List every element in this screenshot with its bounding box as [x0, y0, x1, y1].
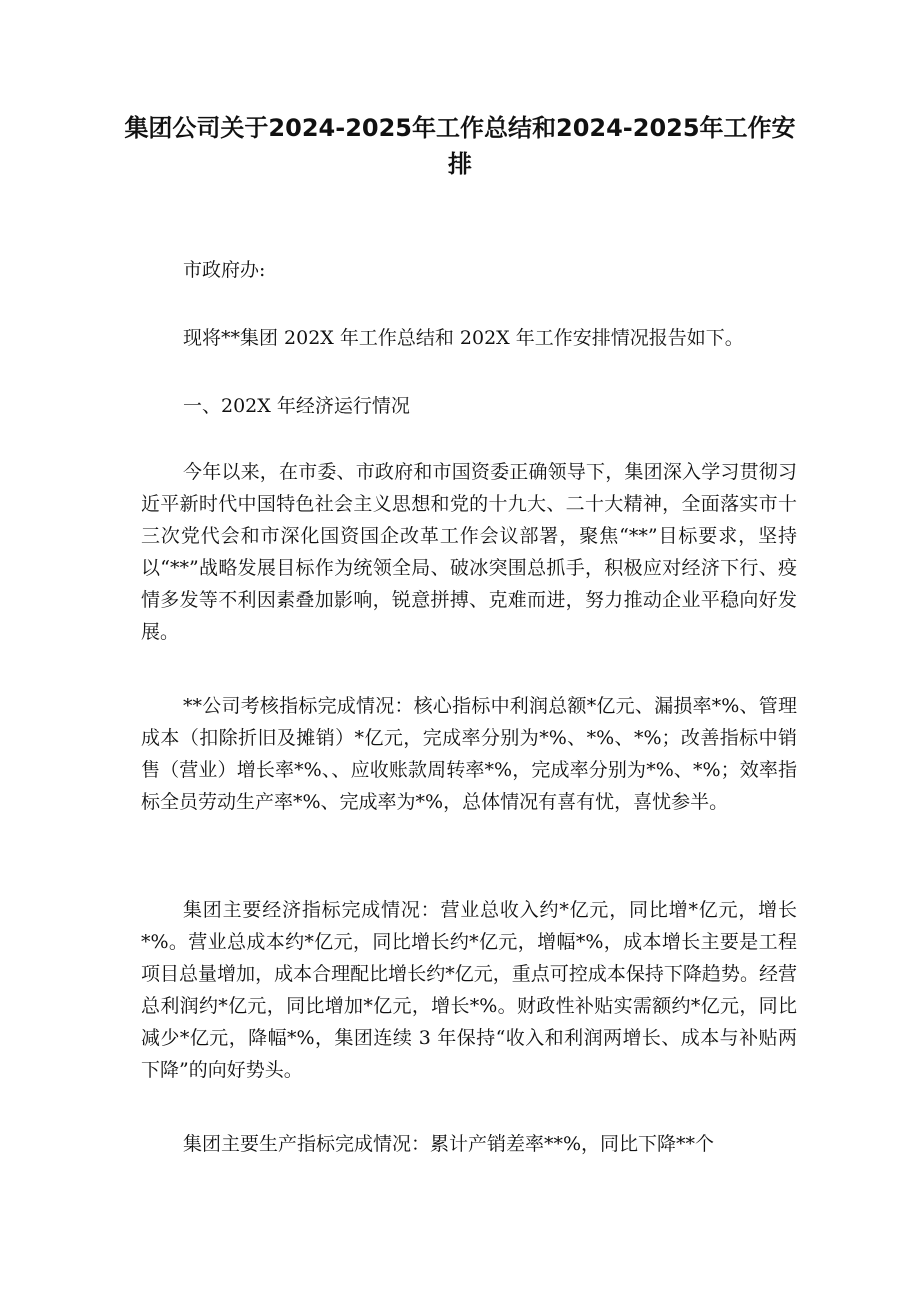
intro-paragraph: 现将**集团 202X 年工作总结和 202X 年工作安排情况报告如下。	[183, 327, 744, 349]
overview-paragraph: 今年以来，在市委、市政府和市国资委正确领导下，集团深入学习贯彻习近平新时代中国特色社会主义思想和党的十九大、二十大精神，全面落实市十三次党代会和市深化国资国企改革工作会议部署，聚焦“**”目标要求，坚持以“**”战略发展目标作为统领全局、破冰突围总抓手，积极应对经济下行、疫情多发等不利因素叠加影响，锐意拼搏、克难而进，努力推动企业平稳向好发展。	[141, 461, 797, 643]
assessment-paragraph: **公司考核指标完成情况：核心指标中利润总额*亿元、漏损率*%、管理成本（扣除折旧及摊销）*亿元，完成率分别为*%、*%、*%；改善指标中销售（营业）增长率*%、、应收账款周转率*%，完成率分别为*%、*%；效率指标全员劳动生产率*%、完成率为*%，总体情况有喜有忧，喜忧参半。	[141, 695, 797, 813]
production-indicators-paragraph: 集团主要生产指标完成情况：累计产销差率**%，同比下降**个	[183, 1133, 715, 1155]
document-title: 集团公司关于2024-2025年工作总结和2024-2025年工作安排	[124, 114, 796, 178]
economic-indicators-paragraph: 集团主要经济指标完成情况：营业总收入约*亿元，同比增*亿元，增长*%。营业总成本约*亿元，同比增长约*亿元，增幅*%，成本增长主要是工程项目总量增加，成本合理配比增长约*亿元，重点可控成本保持下降趋势。经营总利润约*亿元，同比增加*亿元，增长*%。财政性补贴实需额约*亿元，同比减少*亿元，降幅*%，集团连续 3 年保持“收入和利润两增长、成本与补贴两下降”的向好势头。	[141, 899, 797, 1081]
section-heading: 一、202X 年经济运行情况	[183, 395, 410, 417]
salutation: 市政府办:	[183, 259, 266, 281]
